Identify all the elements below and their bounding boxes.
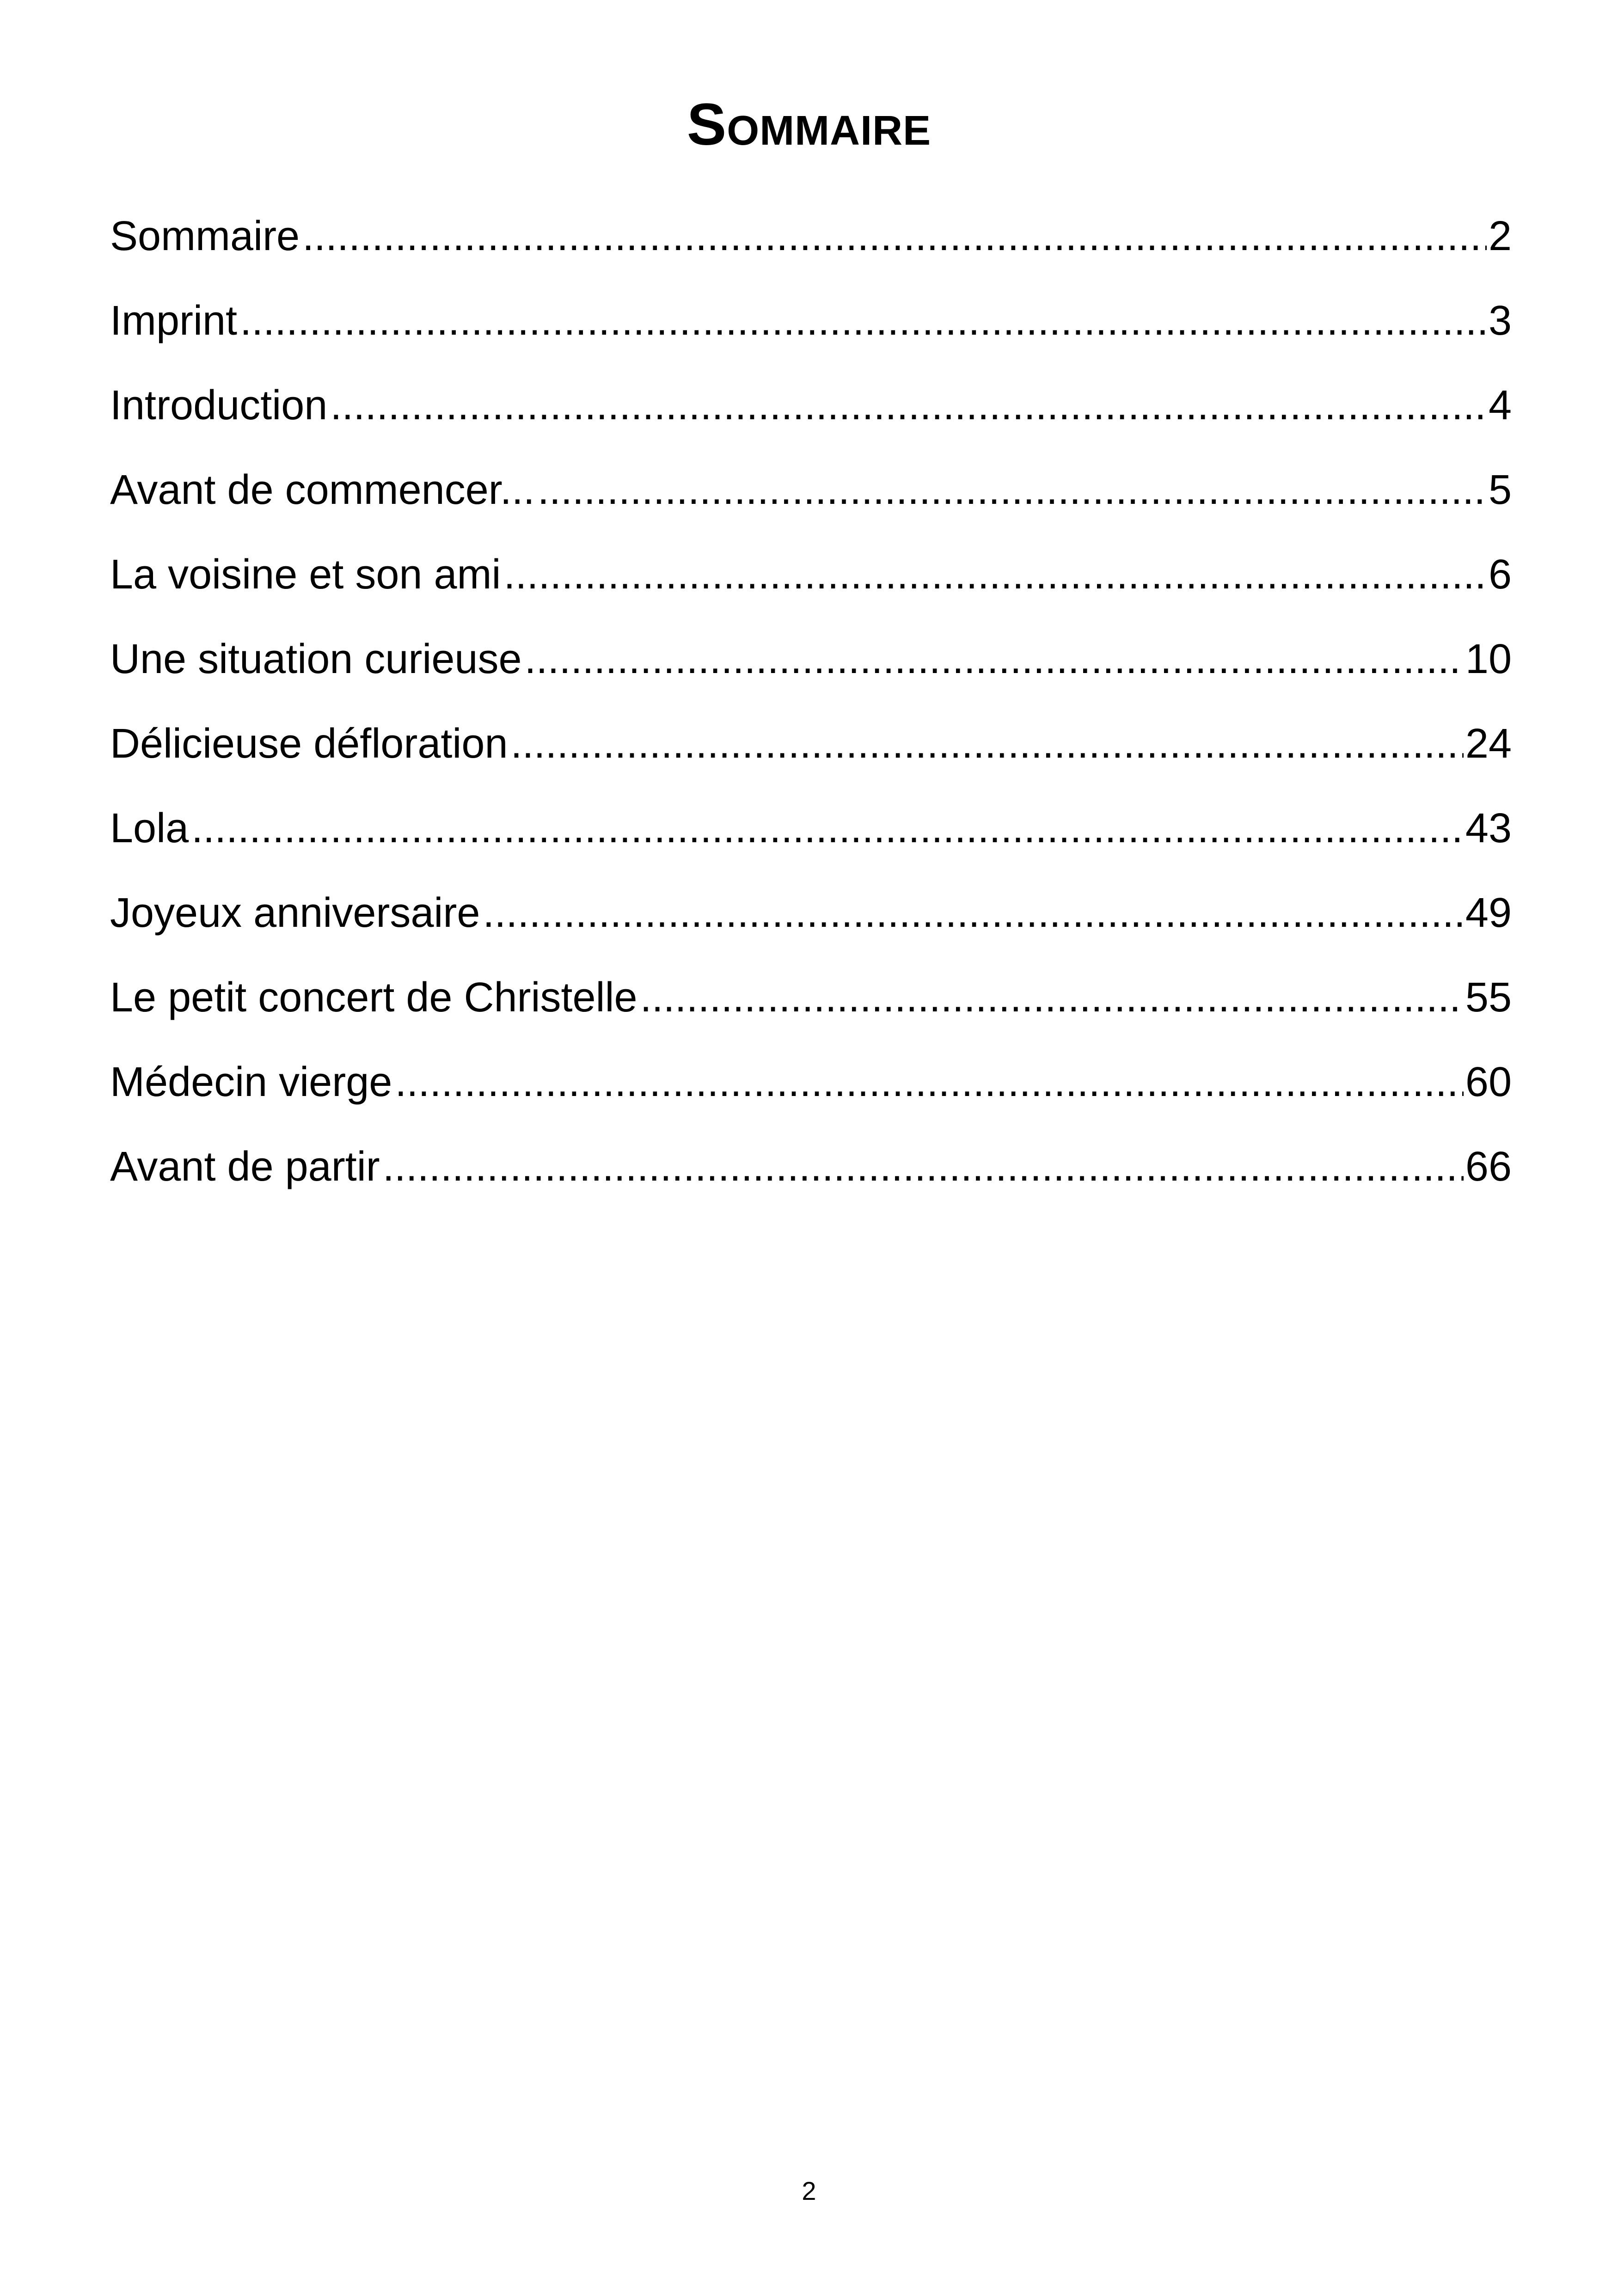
toc-dot-leader (538, 448, 1487, 533)
toc-entry-label: Imprint (110, 298, 238, 344)
toc-entry (110, 617, 1512, 702)
toc-entry (110, 786, 1512, 871)
toc-dot-leader (511, 702, 1464, 786)
toc-entry (110, 955, 1512, 1040)
toc-entry-label: Avant de partir (110, 1144, 380, 1190)
toc-entry (110, 702, 1512, 786)
table-of-contents (110, 194, 1512, 1209)
toc-entry-page: 5 (1488, 467, 1512, 513)
toc-dot-leader (525, 617, 1464, 702)
toc-entry-page: 55 (1465, 974, 1512, 1021)
toc-entry-page: 49 (1465, 890, 1512, 936)
toc-entry-page: 60 (1465, 1059, 1512, 1105)
toc-entry (110, 533, 1512, 617)
toc-entry-page: 3 (1488, 298, 1512, 344)
toc-entry-page: 43 (1465, 805, 1512, 851)
toc-entry-label: Avant de commencer... (110, 467, 535, 513)
page-title: Sommaire (686, 92, 932, 158)
toc-entry-label: Délicieuse défloration (110, 721, 508, 767)
toc-entry-label: Introduction (110, 382, 328, 429)
toc-entry-page: 24 (1465, 721, 1512, 767)
toc-dot-leader (191, 786, 1464, 871)
toc-entry-label: Joyeux anniversaire (110, 890, 480, 936)
toc-entry-page: 2 (1488, 213, 1512, 259)
toc-entry-page: 4 (1488, 382, 1512, 429)
toc-dot-leader (395, 1040, 1464, 1125)
toc-entry (110, 194, 1512, 279)
toc-entry-page: 6 (1488, 551, 1512, 598)
toc-entry-label: Une situation curieuse (110, 636, 522, 682)
toc-entry-label: Médecin vierge (110, 1059, 392, 1105)
toc-entry (110, 448, 1512, 533)
toc-entry-label: Le petit concert de Christelle (110, 974, 637, 1021)
toc-entry (110, 1125, 1512, 1209)
toc-entry-label: Sommaire (110, 213, 300, 259)
toc-dot-leader (383, 1125, 1464, 1209)
toc-entry (110, 279, 1512, 363)
toc-entry (110, 1040, 1512, 1125)
toc-entry-page: 66 (1465, 1144, 1512, 1190)
toc-entry-label: Lola (110, 805, 189, 851)
toc-entry-label: La voisine et son ami (110, 551, 501, 598)
toc-entry-page: 10 (1465, 636, 1512, 682)
toc-dot-leader (503, 533, 1486, 617)
toc-dot-leader (330, 363, 1487, 448)
toc-dot-leader (302, 194, 1487, 279)
toc-entry (110, 871, 1512, 955)
page-number: 2 (802, 2176, 816, 2205)
toc-entry (110, 363, 1512, 448)
toc-dot-leader (483, 871, 1463, 955)
toc-dot-leader (240, 279, 1487, 363)
toc-dot-leader (640, 955, 1464, 1040)
